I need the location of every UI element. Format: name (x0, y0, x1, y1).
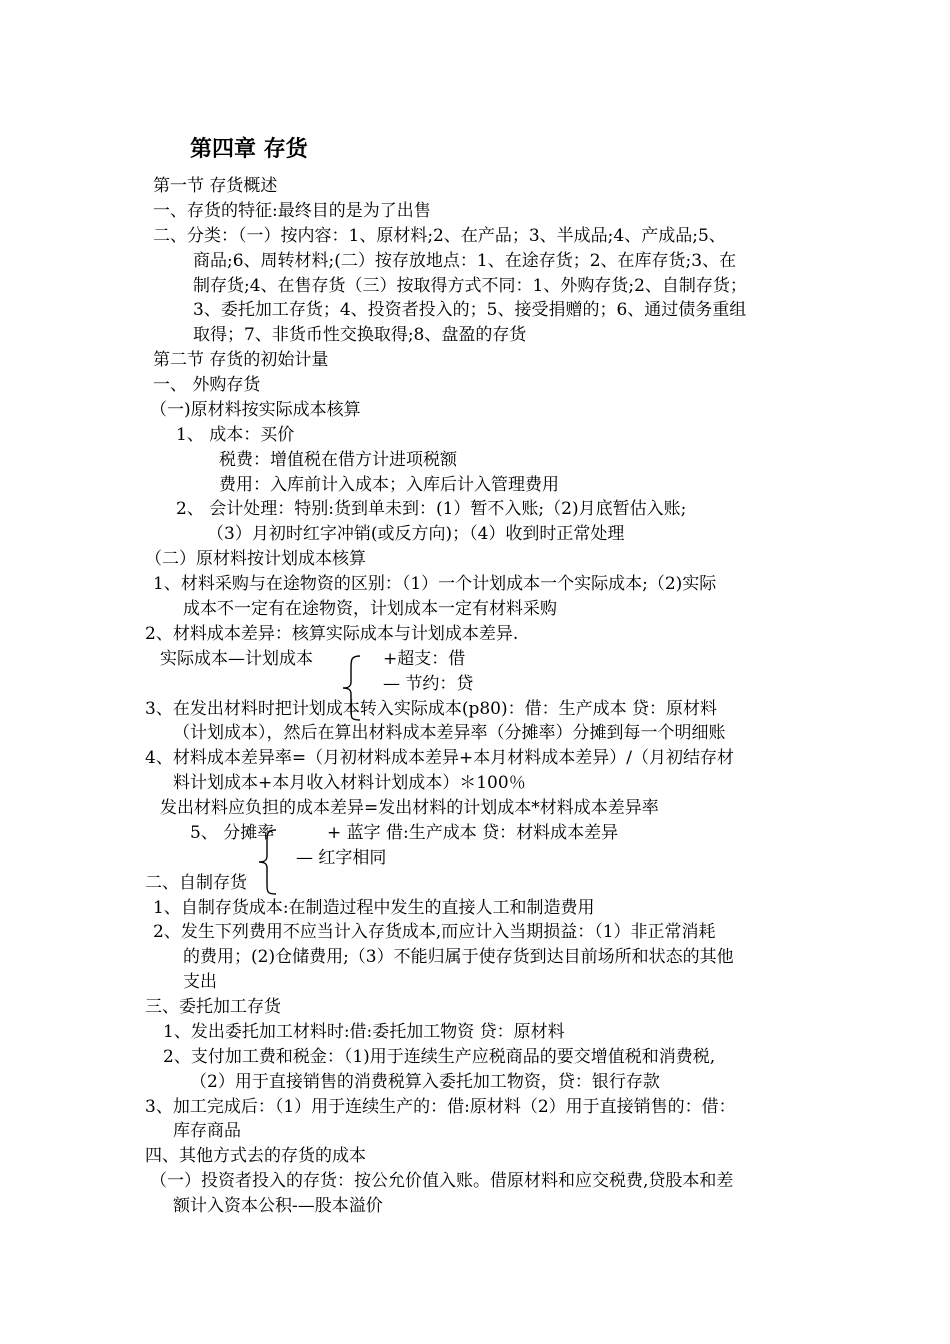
text-line: 3、委托加工存货；4、投资者投入的；5、接受捐赠的；6、通过债务重组 (193, 300, 747, 320)
text-line: （一)原材料按实际成本核算 (150, 400, 361, 420)
text-line: （计划成本），然后在算出材料成本差异率（分摊率）分摊到每一个明细账 (173, 723, 726, 743)
section-heading: 第一节 存货概述 (153, 176, 278, 196)
text-line: 支出 (183, 972, 217, 992)
text-line: 3、在发出材料时把计划成本转入实际成本(p80)：借：生产成本 贷：原材料 (145, 699, 717, 719)
section-heading: 四、其他方式去的存货的成本 (145, 1146, 366, 1166)
text-line: 2、 会计处理：特别:货到单未到：(1）暂不入账;（2)月底暂估入账; (176, 499, 687, 519)
text-line: 商品;6、周转材料;(二）按存放地点：1、在途存货；2、在库存货;3、在 (193, 251, 737, 271)
text-line: 税费：增值税在借方计进项税额 (219, 450, 457, 470)
text-line: 一、 外购存货 (153, 375, 261, 395)
text-line: 费用：入库前计入成本；入库后计入管理费用 (219, 475, 559, 495)
text-line: 二、分类：（一）按内容：1、原材料;2、在产品；3、半成品;4、产成品;5、 (153, 226, 726, 246)
text-line: 成本不一定有在途物资，计划成本一定有材料采购 (183, 599, 557, 619)
text-line: — 节约：贷 (383, 674, 474, 694)
text-line: （3）月初时红字冲销(或反方向)；（4）收到时正常处理 (207, 524, 625, 544)
text-line: 3、加工完成后：（1）用于连续生产的：借:原材料（2）用于直接销售的：借： (145, 1097, 736, 1117)
text-line: 料计划成本+本月收入材料计划成本）＊100％ (173, 773, 526, 793)
section-heading: 第二节 存货的初始计量 (153, 350, 329, 370)
text-line: 发出材料应负担的成本差异=发出材料的计划成本*材料成本差异率 (160, 798, 659, 818)
section-heading: 二、自制存货 (145, 873, 247, 893)
text-line: （一）投资者投入的存货：按公允价值入账。借原材料和应交税费,贷股本和差 (150, 1171, 734, 1191)
text-line: 1、材料采购与在途物资的区别：（1）一个计划成本一个实际成本;（2)实际 (153, 574, 717, 594)
left-brace (340, 654, 364, 722)
text-line: 库存商品 (173, 1121, 241, 1141)
text-line: 一、存货的特征:最终目的是为了出售 (153, 201, 431, 221)
text-line: 1、 成本：买价 (176, 425, 295, 445)
section-heading: 三、委托加工存货 (145, 997, 281, 1017)
text-line: — 红字相同 (296, 848, 387, 868)
text-line: 1、发出委托加工材料时:借:委托加工物资 贷：原材料 (163, 1022, 565, 1042)
text-line: 的费用；(2)仓储费用;（3）不能归属于使存货到达目前场所和状态的其他 (183, 947, 734, 967)
text-line: 2、支付加工费和税金：（1)用于连续生产应税商品的要交增值税和消费税, (163, 1047, 716, 1067)
text-line: 5、 分摊率 (190, 823, 275, 843)
text-line: 4、材料成本差异率=（月初材料成本差异+本月材料成本差异）/（月初结存材 (145, 748, 735, 768)
text-line: （2）用于直接销售的消费税算入委托加工物资，贷：银行存款 (190, 1072, 660, 1092)
text-line: 额计入资本公积-—股本溢价 (173, 1196, 383, 1216)
text-line: 制存货;4、在售存货（三）按取得方式不同：1、外购存货;2、自制存货； (193, 276, 747, 296)
text-line: 2、材料成本差异：核算实际成本与计划成本差异. (145, 624, 519, 644)
left-brace (256, 828, 280, 896)
text-line: 实际成本—计划成本 (160, 649, 313, 669)
text-line: 2、发生下列费用不应当计入存货成本,而应计入当期损益：（1）非正常消耗 (153, 922, 716, 942)
text-line: + 蓝字 借:生产成本 贷：材料成本差异 (327, 823, 619, 843)
text-line: 取得；7、非货币性交换取得;8、盘盈的存货 (193, 325, 527, 345)
text-line: （二）原材料按计划成本核算 (145, 549, 366, 569)
text-line: +超支：借 (383, 649, 466, 669)
chapter-title: 第四章 存货 (190, 136, 308, 162)
text-line: 1、自制存货成本:在制造过程中发生的直接人工和制造费用 (153, 898, 595, 918)
